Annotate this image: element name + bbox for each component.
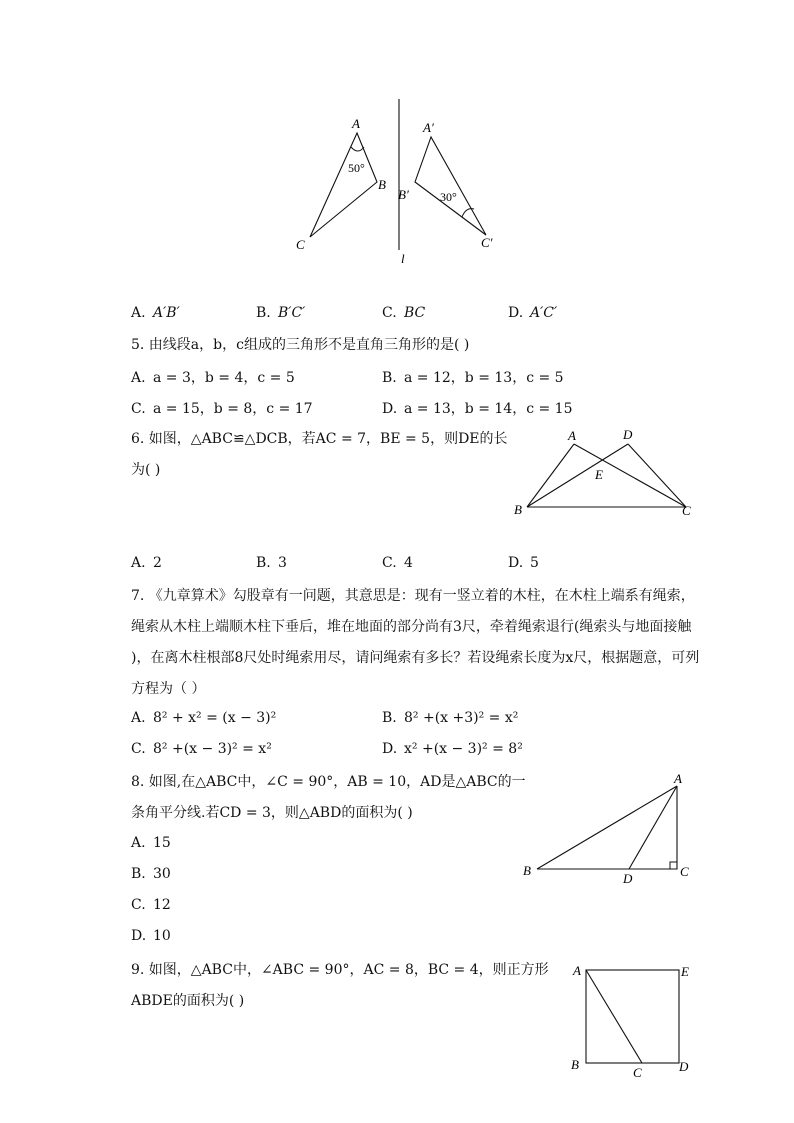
q4-option-b[interactable]: B. B′C′	[256, 305, 306, 321]
q6-figure	[510, 425, 700, 520]
label-e: E	[595, 467, 603, 482]
segment-ba	[527, 444, 574, 507]
label-d: D	[679, 1059, 689, 1074]
label-c1: C′	[481, 235, 493, 250]
q6-stem-line2: 为( )	[131, 462, 161, 478]
reflection-figure	[290, 95, 510, 270]
label-c: C	[682, 503, 691, 518]
q5-option-a[interactable]: A. a = 3，b = 4，c = 5	[131, 370, 295, 386]
q7-option-a[interactable]: A. 8² + x² = (x − 3)²	[131, 710, 277, 726]
q5-stem: 5. 由线段a，b，c组成的三角形不是直角三角形的是( )	[131, 337, 470, 353]
q9-line1: 9. 如图，△ABC中，∠ABC = 90°，AC = 8，BC = 4，则正方形	[131, 962, 549, 978]
q9-line2: ABDE的面积为( )	[131, 993, 245, 1009]
square-abde	[586, 970, 679, 1063]
q8-option-c[interactable]: C. 12	[131, 897, 171, 913]
label-c: C	[296, 237, 305, 252]
q7-line3: )，在离木柱根部8尺处时绳索用尽，请问绳索有多长？若设绳索长度为x尺，根据题意，可列	[131, 650, 700, 666]
q8-option-b[interactable]: B. 30	[131, 866, 171, 882]
label-l: l	[401, 251, 405, 266]
q8-figure	[515, 768, 700, 886]
segment-dc	[628, 444, 686, 507]
angle-arc-a	[351, 147, 364, 151]
segment-ad	[629, 786, 677, 869]
label-c: C	[633, 1065, 642, 1080]
q6-option-c[interactable]: C. 4	[382, 555, 413, 571]
q5-option-d[interactable]: D. a = 13，b = 14，c = 15	[382, 401, 573, 417]
segment-ac	[586, 970, 642, 1063]
q8-option-d[interactable]: D. 10	[131, 928, 171, 944]
q5-option-c[interactable]: C. a = 15，b = 8，c = 17	[131, 401, 313, 417]
q6-option-a[interactable]: A. 2	[131, 555, 162, 571]
triangle-abc	[310, 133, 377, 237]
angle-30-label: 30°	[440, 190, 457, 204]
label-c: C	[680, 864, 689, 879]
segment-bd	[527, 444, 628, 507]
q4-option-a[interactable]: A. A′B′	[131, 305, 180, 321]
right-angle-mark	[670, 862, 677, 869]
angle-50-label: 50°	[348, 161, 365, 175]
label-b: B	[514, 502, 522, 517]
label-d: D	[623, 871, 633, 886]
label-e: E	[681, 964, 689, 979]
q6-stem-line1: 6. 如图，△ABC≌△DCB，若AC = 7，BE = 5，则DE的长	[131, 431, 508, 447]
q4-option-d[interactable]: D. A′C′	[508, 305, 558, 321]
label-a: A	[568, 428, 576, 443]
q8-option-a[interactable]: A. 15	[131, 835, 171, 851]
q7-line2: 绳索从木柱上端顺木柱下垂后，堆在地面的部分尚有3尺，牵着绳索退行(绳索头与地面接触	[131, 619, 692, 635]
q8-line2: 条角平分线.若CD = 3，则△ABD的面积为( )	[131, 805, 413, 821]
label-a: A	[573, 963, 581, 978]
label-b1: B′	[398, 187, 409, 202]
segment-ab	[537, 786, 677, 869]
q9-figure	[565, 960, 700, 1080]
label-d: D	[623, 427, 633, 442]
q7-option-c[interactable]: C. 8² +(x − 3)² = x²	[131, 741, 272, 757]
triangle-a1b1c1	[415, 137, 486, 235]
label-b: B	[523, 863, 531, 878]
q6-option-b[interactable]: B. 3	[256, 555, 287, 571]
q7-line1: 7. 《九章算术》勾股章有一问题，其意思是：现有一竖立着的木柱，在木柱上端系有绳索，	[131, 588, 695, 604]
q7-option-b[interactable]: B. 8² +(x +3)² = x²	[382, 710, 519, 726]
label-b: B	[378, 177, 386, 192]
segment-ac	[574, 444, 686, 507]
q5-option-b[interactable]: B. a = 12，b = 13，c = 5	[382, 370, 564, 386]
q7-option-d[interactable]: D. x² +(x − 3)² = 8²	[382, 741, 523, 757]
label-a: A	[352, 116, 360, 131]
q7-line4: 方程为（ ）	[131, 681, 206, 697]
label-b: B	[571, 1057, 579, 1072]
q6-option-d[interactable]: D. 5	[508, 555, 539, 571]
label-a: A	[674, 771, 682, 786]
q4-option-c[interactable]: C. BC	[382, 305, 426, 321]
q8-line1: 8. 如图,在△ABC中，∠C = 90°，AB = 10，AD是△ABC的一	[131, 774, 526, 790]
label-a1: A′	[423, 120, 434, 135]
